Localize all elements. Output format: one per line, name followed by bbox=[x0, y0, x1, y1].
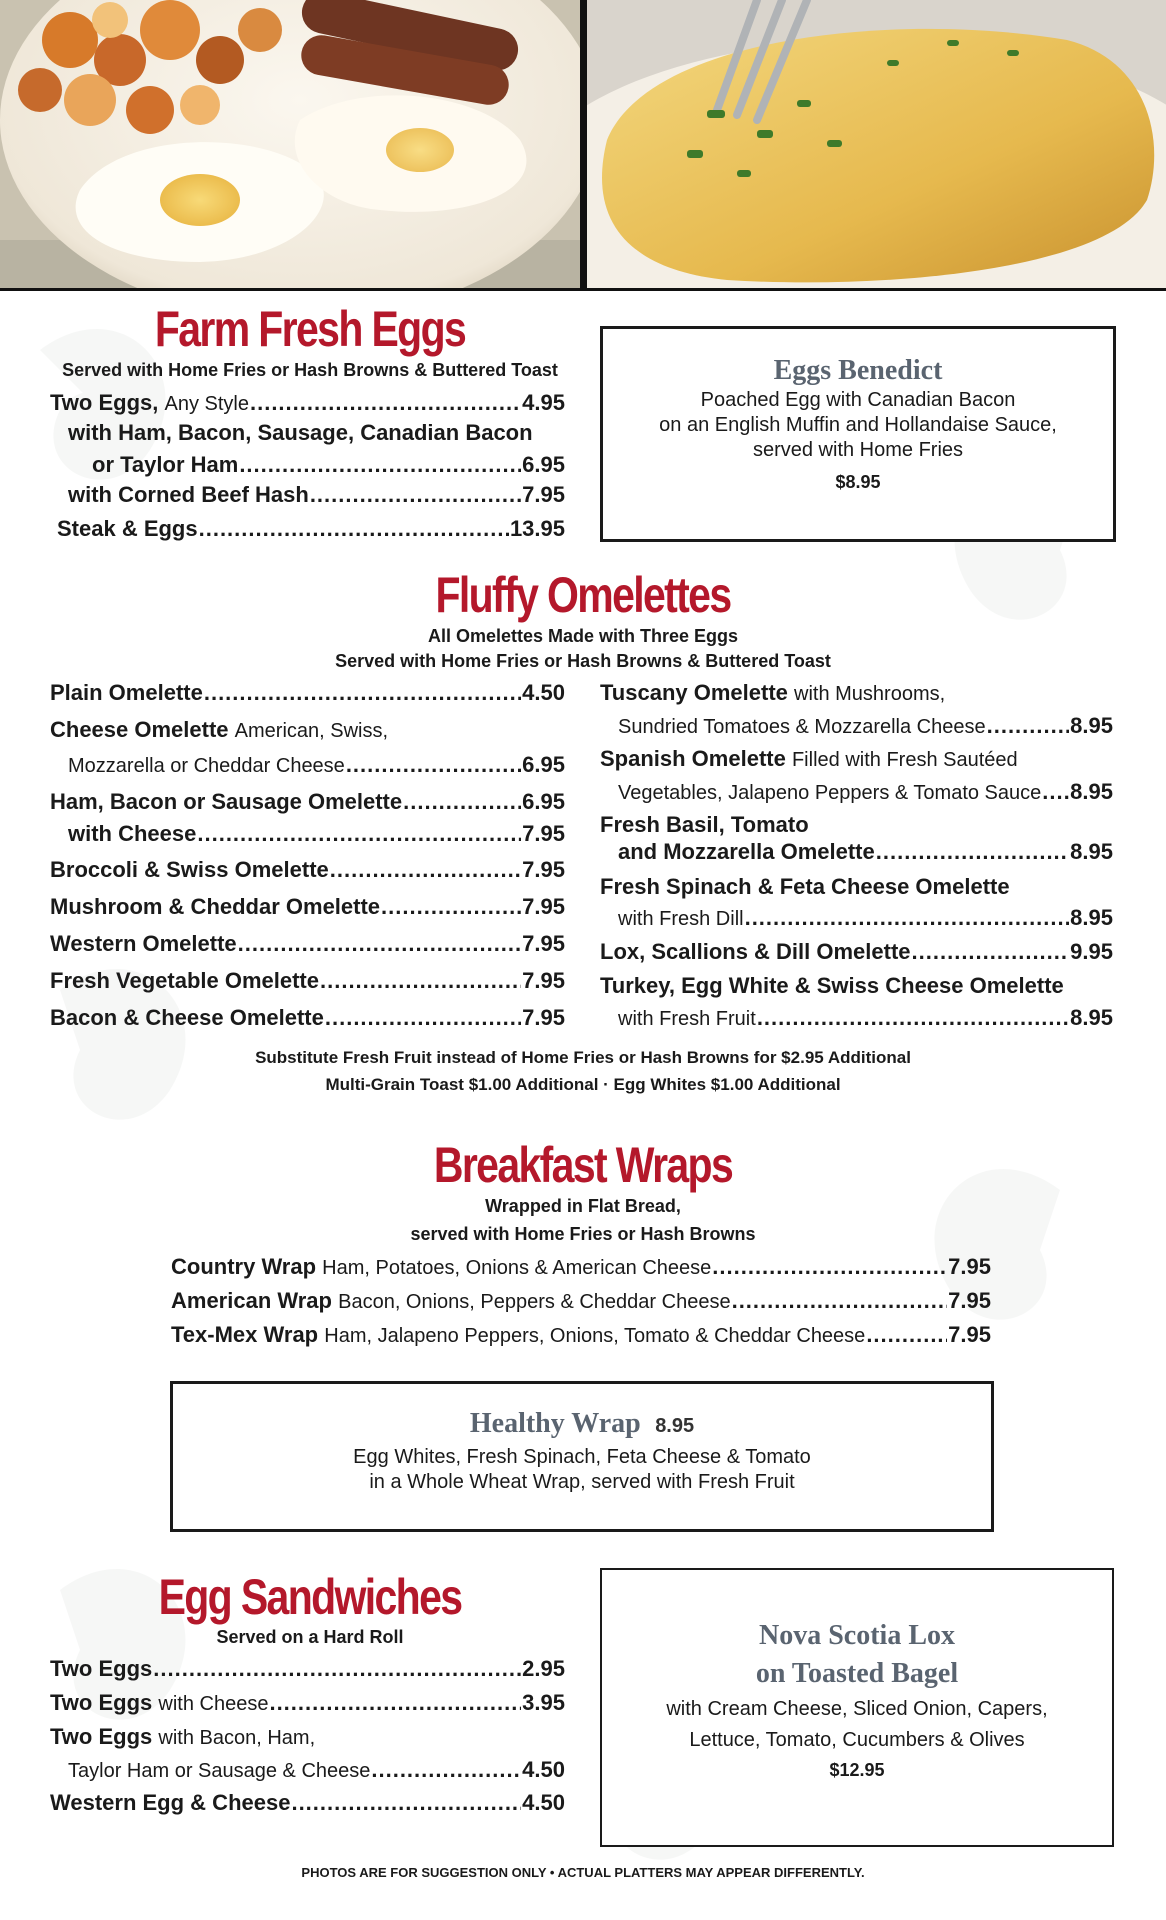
lox-title-1: Nova Scotia Lox bbox=[759, 1620, 955, 1651]
menu-item-turkey-cont: with Fresh Fruit ..... 8.95 bbox=[618, 1005, 1113, 1031]
menu-item-ham-bacon-sausage-omelette: Ham, Bacon or Sausage Omelette ..... 6.95 bbox=[50, 789, 565, 815]
lox-title-2: on Toasted Bagel bbox=[755, 1658, 959, 1689]
healthy-wrap-line-1: Egg Whites, Fresh Spinach, Feta Cheese & Tomato bbox=[353, 1446, 811, 1468]
nova-scotia-lox-box bbox=[600, 1568, 1114, 1847]
photo-bottom-rule bbox=[0, 288, 1166, 291]
menu-item-two-eggs-cheese: Two Eggs with Cheese ..... 3.95 bbox=[50, 1690, 565, 1716]
eggs-benedict-line-1: Poached Egg with Canadian Bacon bbox=[700, 389, 1016, 411]
menu-item-spanish-omelette: Spanish Omelette Filled with Fresh Sautéed bbox=[600, 746, 1018, 771]
lox-price: $12.95 bbox=[829, 1760, 885, 1780]
menu-item-plain-omelette: Plain Omelette ..... 4.50 bbox=[50, 680, 565, 706]
healthy-wrap-title: Healthy Wrap bbox=[469, 1408, 641, 1439]
menu-item-spinach-feta-omelette: Fresh Spinach & Feta Cheese Omelette bbox=[600, 874, 1010, 899]
menu-item-lox-scallions-omelette: Lox, Scallions & Dill Omelette ..... 9.95 bbox=[600, 939, 1113, 965]
menu-item-tuscany-omelette-cont: Sundried Tomatoes & Mozzarella Cheese ..... 8.95 bbox=[618, 713, 1113, 739]
menu-item-fresh-vegetable-omelette: Fresh Vegetable Omelette ..... 7.95 bbox=[50, 968, 565, 994]
healthy-wrap-line-2: in a Whole Wheat Wrap, served with Fresh Fruit bbox=[369, 1471, 795, 1493]
menu-item-mushroom-cheddar-omelette: Mushroom & Cheddar Omelette ..... 7.95 bbox=[50, 894, 565, 920]
eggs-benedict-title: Eggs Benedict bbox=[773, 355, 943, 386]
menu-item-taylor-ham: or Taylor Ham ..... 6.95 bbox=[92, 452, 565, 478]
menu-item-cheese-omelette: Cheese Omelette American, Swiss, bbox=[50, 717, 389, 742]
lox-line-1: with Cream Cheese, Sliced Onion, Capers, bbox=[666, 1698, 1048, 1720]
menu-item-two-eggs: Two Eggs, Any Style ..... 4.95 bbox=[50, 390, 565, 416]
menu-item-tuscany-omelette: Tuscany Omelette with Mushrooms, bbox=[600, 680, 946, 705]
menu-item-turkey-egg-white-omelette: Turkey, Egg White & Swiss Cheese Omelette bbox=[600, 973, 1064, 998]
eggs-benedict-price: $8.95 bbox=[835, 472, 881, 492]
menu-item-country-wrap: Country Wrap Ham, Potatoes, Onions & American Cheese ..... 7.95 bbox=[171, 1254, 991, 1280]
menu-item-bacon-cheese-omelette: Bacon & Cheese Omelette ..... 7.95 bbox=[50, 1005, 565, 1031]
omelettes-heading: Fluffy Omelettes bbox=[435, 567, 731, 623]
menu-item-spinach-feta-cont: with Fresh Dill ..... 8.95 bbox=[618, 905, 1113, 931]
menu-item-cheese-omelette-cont: Mozzarella or Cheddar Cheese ..... 6.95 bbox=[68, 752, 565, 778]
omelettes-subtitle-1: All Omelettes Made with Three Eggs bbox=[427, 626, 739, 646]
omelettes-note-2: Multi-Grain Toast $1.00 Additional · Egg Whites $1.00 Additional bbox=[325, 1075, 841, 1094]
footer-disclaimer: PHOTOS ARE FOR SUGGESTION ONLY • ACTUAL PLATTERS MAY APPEAR DIFFERENTLY. bbox=[301, 1865, 865, 1880]
menu-item-western-egg-cheese: Western Egg & Cheese ..... 4.50 bbox=[50, 1790, 565, 1816]
wraps-heading: Breakfast Wraps bbox=[433, 1137, 733, 1193]
eggs-benedict-box bbox=[600, 326, 1116, 542]
omelettes-note-1: Substitute Fresh Fruit instead of Home Fries or Hash Browns for $2.95 Additional bbox=[255, 1048, 911, 1067]
menu-item-steak-eggs: Steak & Eggs ..... 13.95 bbox=[57, 516, 565, 542]
omelettes-subtitle-2: Served with Home Fries or Hash Browns & Buttered Toast bbox=[335, 651, 831, 671]
menu-item-corned-beef-hash: with Corned Beef Hash ..... 7.95 bbox=[68, 482, 565, 508]
eggs-platter-photo bbox=[0, 0, 580, 288]
menu-item-two-eggs-bacon-ham-cont: Taylor Ham or Sausage & Cheese ..... 4.50 bbox=[68, 1757, 565, 1783]
wraps-subtitle-1: Wrapped in Flat Bread, bbox=[485, 1196, 681, 1216]
wraps-subtitle-2: served with Home Fries or Hash Browns bbox=[410, 1224, 756, 1244]
eggs-benedict-line-2: on an English Muffin and Hollandaise Sauce, bbox=[659, 414, 1057, 436]
sandwiches-subtitle: Served on a Hard Roll bbox=[216, 1627, 404, 1647]
menu-item-with-meats: with Ham, Bacon, Sausage, Canadian Bacon bbox=[68, 420, 533, 445]
menu-item-with-cheese: with Cheese ..... 7.95 bbox=[68, 821, 565, 847]
farm-eggs-subtitle: Served with Home Fries or Hash Browns & Buttered Toast bbox=[62, 360, 558, 380]
healthy-wrap-box bbox=[170, 1381, 994, 1532]
farm-eggs-heading: Farm Fresh Eggs bbox=[154, 301, 466, 357]
menu-item-tex-mex-wrap: Tex-Mex Wrap Ham, Jalapeno Peppers, Onions, Tomato & Cheddar Cheese ..... 7.95 bbox=[171, 1322, 991, 1348]
menu-item-two-eggs-sandwich: Two Eggs ..... 2.95 bbox=[50, 1656, 565, 1682]
menu-item-mozzarella-omelette: and Mozzarella Omelette ..... 8.95 bbox=[618, 839, 1113, 865]
sandwiches-heading: Egg Sandwiches bbox=[158, 1569, 462, 1625]
photo-divider bbox=[580, 0, 587, 290]
omelette-photo bbox=[587, 0, 1166, 288]
healthy-wrap-price: 8.95 bbox=[655, 1415, 695, 1437]
eggs-benedict-line-3: served with Home Fries bbox=[752, 439, 964, 461]
menu-item-american-wrap: American Wrap Bacon, Onions, Peppers & Cheddar Cheese ..... 7.95 bbox=[171, 1288, 991, 1314]
menu-item-western-omelette: Western Omelette ..... 7.95 bbox=[50, 931, 565, 957]
menu-item-broccoli-swiss-omelette: Broccoli & Swiss Omelette ..... 7.95 bbox=[50, 857, 565, 883]
menu-item-spanish-omelette-cont: Vegetables, Jalapeno Peppers & Tomato Sauce ..... 8.95 bbox=[618, 779, 1113, 805]
lox-line-2: Lettuce, Tomato, Cucumbers & Olives bbox=[689, 1729, 1025, 1751]
menu-item-basil-tomato: Fresh Basil, Tomato bbox=[600, 812, 809, 837]
menu-item-two-eggs-bacon-ham: Two Eggs with Bacon, Ham, bbox=[50, 1724, 316, 1749]
